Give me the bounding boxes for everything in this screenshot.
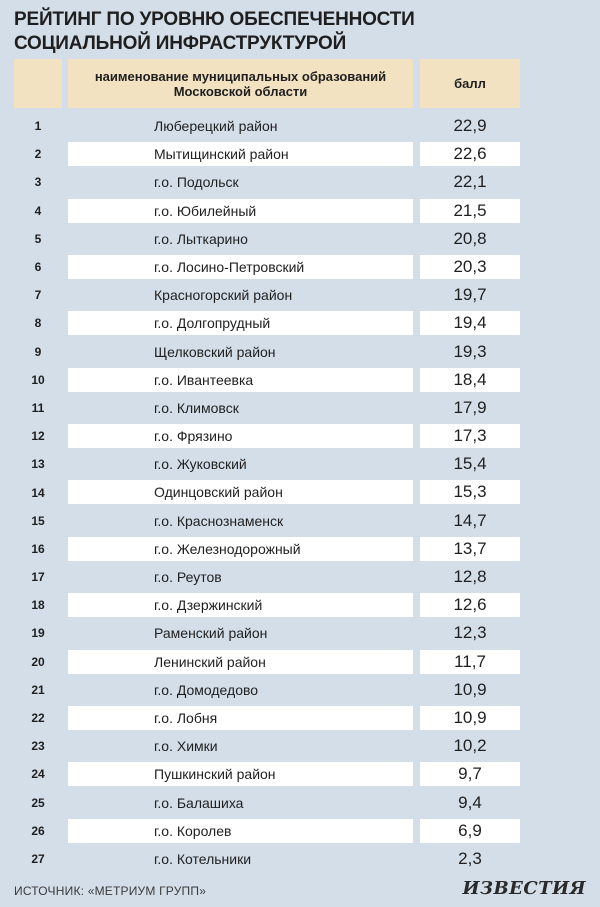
score-cell: 17,3 [420, 424, 520, 448]
table-row [0, 478, 600, 506]
score-cell: 15,3 [420, 480, 520, 504]
rank-cell: 14 [31, 485, 45, 500]
table-row [0, 338, 600, 366]
table-row [0, 591, 600, 619]
table-row [0, 253, 600, 281]
municipality-name: г.о. Фрязино [154, 428, 233, 445]
score-cell: 15,4 [453, 454, 487, 474]
score-cell: 12,6 [420, 593, 520, 617]
municipality-name: Мытищинский район [154, 146, 289, 163]
name-cell [68, 593, 413, 617]
score-cell: 22,6 [420, 142, 520, 166]
rank-cell: 11 [31, 400, 45, 415]
name-cell [68, 170, 413, 194]
score-cell: 19,3 [453, 341, 487, 361]
rank-cell: 3 [34, 175, 42, 190]
score-cell: 19,4 [420, 311, 520, 335]
score-cell: 2,3 [458, 848, 482, 868]
municipality-name: г.о. Климовск [154, 399, 239, 416]
table-row [0, 563, 600, 591]
municipality-name: г.о. Краснознаменск [154, 512, 284, 529]
score-cell: 9,4 [458, 792, 482, 812]
table-row [0, 676, 600, 704]
municipality-name: г.о. Жуковский [154, 456, 247, 473]
table-body [0, 112, 600, 873]
rank-cell: 15 [31, 513, 45, 528]
municipality-name: Люберецкий район [154, 118, 278, 134]
table-row [0, 732, 600, 760]
header-name-line-2: Московской области [173, 83, 308, 99]
municipality-name: г.о. Реутов [154, 569, 222, 585]
municipality-name: г.о. Лобня [154, 709, 218, 726]
table-row [0, 112, 600, 140]
score-cell: 14,7 [453, 510, 487, 530]
izvestia-logo: ИЗВЕСТИЯ [462, 878, 586, 899]
score-cell: 9,7 [420, 762, 520, 786]
municipality-name: Одинцовский район [154, 484, 283, 501]
rank-cell: 5 [34, 231, 42, 246]
table-row [0, 789, 600, 817]
name-cell [68, 565, 413, 589]
score-cell: 20,8 [453, 228, 487, 248]
rank-cell: 16 [31, 541, 45, 556]
municipality-name: г.о. Домодедово [154, 681, 259, 698]
municipality-name: Щелковский район [154, 343, 276, 360]
rank-cell: 26 [31, 823, 45, 838]
name-cell [68, 650, 413, 674]
rank-cell: 13 [31, 457, 45, 472]
municipality-name: г.о. Ивантеевка [154, 371, 254, 388]
table-row [0, 281, 600, 309]
score-cell: 6,9 [420, 819, 520, 843]
rank-cell: 8 [34, 316, 42, 331]
name-cell [68, 509, 413, 533]
table-row [0, 648, 600, 676]
municipality-name: Ленинский район [154, 653, 266, 670]
score-cell: 17,9 [453, 397, 487, 417]
table-row [0, 450, 600, 478]
rank-cell: 12 [31, 429, 45, 444]
rank-cell: 23 [31, 739, 45, 754]
name-cell [68, 480, 413, 504]
name-cell [68, 452, 413, 476]
score-cell: 12,8 [453, 567, 487, 586]
name-cell [68, 537, 413, 561]
municipality-name: Раменский район [154, 625, 268, 642]
header-name-cell [68, 59, 413, 108]
name-cell [68, 819, 413, 843]
municipality-name: г.о. Химки [154, 738, 218, 755]
score-cell: 18,4 [420, 368, 520, 392]
header-rank-cell [14, 59, 62, 108]
rank-cell: 17 [31, 570, 45, 585]
table-row [0, 197, 600, 225]
name-cell [68, 424, 413, 448]
name-cell [68, 142, 413, 166]
municipality-name: г.о. Железнодорожный [154, 540, 301, 557]
rank-cell: 4 [34, 203, 42, 218]
municipality-name: Красногорский район [154, 287, 293, 304]
name-cell [68, 734, 413, 758]
rank-cell: 21 [31, 682, 45, 697]
rank-cell: 22 [31, 711, 45, 726]
rank-cell: 10 [31, 372, 45, 387]
title-line-2: СОЦИАЛЬНОЙ ИНФРАСТРУКТУРОЙ [14, 33, 347, 54]
name-cell [68, 847, 413, 871]
rank-cell: 24 [31, 767, 45, 782]
table-header [0, 59, 600, 108]
score-cell: 11,7 [420, 650, 520, 674]
score-cell: 13,7 [420, 537, 520, 561]
score-cell: 10,2 [453, 736, 487, 756]
score-cell: 22,9 [453, 116, 487, 135]
name-cell [68, 283, 413, 307]
table-row [0, 760, 600, 788]
table-row [0, 422, 600, 450]
municipality-name: г.о. Дзержинский [154, 597, 263, 614]
header-score-cell: балл [420, 59, 520, 108]
score-cell: 12,3 [453, 623, 487, 643]
name-cell [68, 114, 413, 138]
table-row [0, 309, 600, 337]
header-name-line-1: наименование муниципальных образований [94, 68, 387, 84]
rank-cell: 1 [34, 119, 42, 134]
rank-cell: 20 [31, 654, 45, 669]
rank-cell: 18 [31, 598, 45, 613]
table-row [0, 535, 600, 563]
score-cell: 10,9 [420, 706, 520, 730]
name-cell [68, 621, 413, 645]
score-cell: 19,7 [453, 285, 487, 305]
table-row [0, 817, 600, 845]
table-row [0, 168, 600, 196]
municipality-name: г.о. Юбилейный [154, 202, 257, 219]
name-cell [68, 340, 413, 364]
score-cell: 20,3 [420, 255, 520, 279]
municipality-name: г.о. Лыткарино [154, 230, 248, 247]
municipality-name: г.о. Королев [154, 822, 232, 839]
table-row [0, 845, 600, 873]
page-title [14, 8, 574, 56]
table-row [0, 366, 600, 394]
name-cell [68, 227, 413, 251]
municipality-name: г.о. Лосино-Петровский [154, 258, 305, 275]
table-row [0, 507, 600, 535]
rank-cell: 6 [34, 260, 42, 275]
rank-cell: 25 [31, 795, 45, 810]
name-cell [68, 311, 413, 335]
name-cell [68, 255, 413, 279]
title-line-1: РЕЙТИНГ ПО УРОВНЮ ОБЕСПЕЧЕННОСТИ [14, 9, 415, 30]
rank-cell: 19 [31, 626, 45, 641]
name-cell [68, 199, 413, 223]
table-row [0, 704, 600, 732]
municipality-name: Пушкинский район [154, 766, 276, 783]
name-cell [68, 791, 413, 815]
source-note: ИСТОЧНИК: «МЕТРИУМ ГРУПП» [14, 884, 207, 898]
name-cell [68, 706, 413, 730]
table-row [0, 225, 600, 253]
rank-cell: 27 [31, 851, 45, 866]
name-cell [68, 678, 413, 702]
municipality-name: г.о. Балашиха [154, 794, 244, 811]
municipality-name: г.о. Котельники [154, 850, 252, 867]
score-cell: 10,9 [453, 679, 487, 699]
municipality-name: г.о. Долгопрудный [154, 315, 271, 332]
name-cell [68, 368, 413, 392]
score-cell: 21,5 [420, 199, 520, 223]
rank-cell: 9 [34, 344, 42, 359]
table-row [0, 394, 600, 422]
table-row [0, 140, 600, 168]
name-cell [68, 762, 413, 786]
score-cell: 22,1 [453, 172, 487, 192]
rank-cell: 2 [34, 147, 42, 162]
name-cell [68, 396, 413, 420]
rank-cell: 7 [34, 288, 42, 303]
table-row [0, 619, 600, 647]
municipality-name: г.о. Подольск [154, 174, 239, 191]
